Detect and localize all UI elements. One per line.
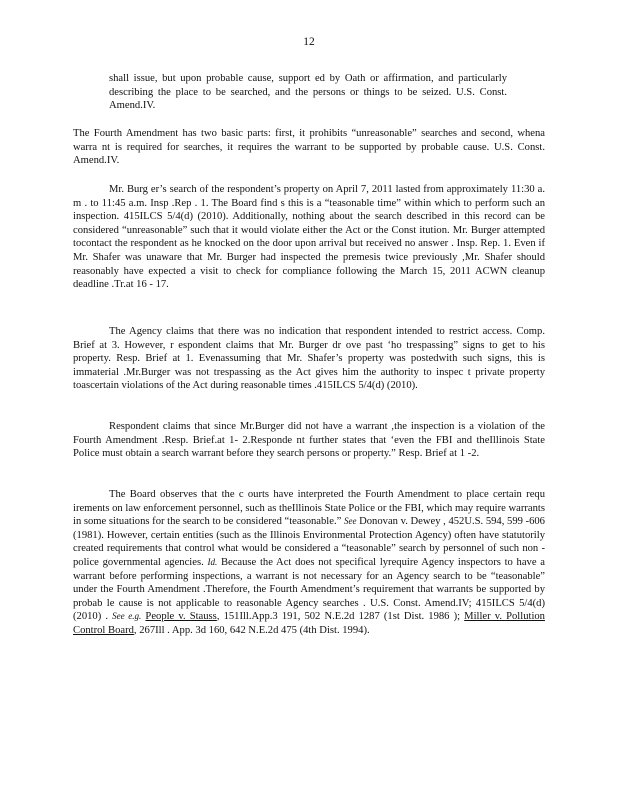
- citation-signal-id: Id.: [207, 556, 218, 567]
- citation-signal-see: See: [343, 516, 357, 527]
- constitution-quote: shall issue, but upon probable cause, support ed by Oath or affirmation, and particularly describing the place to be searched, and the persons or things to be seized. U.S. Const. Amend.IV.: [109, 73, 507, 112]
- paragraph-board-observes: [73, 488, 545, 638]
- paragraph-fourth-amendment: The Fourth Amendment has two basic parts: first, it prohibits “unreasonable” searches and second, whena warra nt is required for searches, it requires the warrant to be supported by probable cause. U.S. Const. Amend.IV.: [73, 128, 545, 167]
- board-observes-text-d: , 151Ill.App.3 191, 502 N.E.2d 1287 (1st Dist. 1986 );: [216, 611, 461, 623]
- paragraph-search-timing: Mr. Burg er’s search of the respondent’s property on April 7, 2011 lasted from approximately 11:30 a. m . to 11:45 a.m. Insp .Rep . 1. The Board find s this is a “teasonable time” within which to perform such an inspection. 415ILCS 5/4(d) (2010). Additionally, nothing about the search described in this record can be considered “unreasonable” such that it would violate either the Act or the Const itution. Mr. Burger attempted tocontact the respondent as he knocked on the door upon arrival but received no answer . Insp. Rep. 1. Even if Mr. Shafer was unaware that Mr. Burger had inspected the premesis twice previously ,Mr. Shafer should reasonably have expected a visit to check for compliance following the March 15, 2011 ACWN cleanup deadline .Tr.at 16 - 17.: [73, 184, 545, 291]
- board-observes-text-b: Donovan v. Dewey , 452U.S. 594, 599 -606 (1981). However, certain entities (such as the Illinois Environmental Protection Agency) often have statutorily created requirements that control what would be considered a “teasonable” search by personnel of such non - police governmental agencies.: [73, 516, 545, 568]
- case-name-miller-v-pcb: Miller v. Pollution Control Board: [73, 611, 545, 636]
- page-number: 12: [303, 36, 315, 48]
- board-observes-text-a: The Board observes that the c ourts have interpreted the Fourth Amendment to place certain requ irements on law enforcement personnel, such as theIllinois State Police or the FBI, which may require warrants in some situations for the search to be considered “teasonable.”: [73, 489, 545, 528]
- paragraph-respondent-claims: Respondent claims that since Mr.Burger did not have a warrant ,the inspection is a violation of the Fourth Amendment .Resp. Brief.at 1- 2.Responde nt further states that ‘even the FBI and theIllinois State Police must obtain a search warrant before they search persons or property.” Resp. Brief at 1 -2.: [73, 421, 545, 460]
- case-name-people-v-stauss: People v. Stauss: [145, 611, 217, 623]
- paragraph-agency-claims: The Agency claims that there was no indication that respondent intended to restrict access. Comp. Brief at 3. However, r espondent claims that Mr. Burger dr ove past ‘ho trespassing” signs to get to his property. Resp. Brief at 1. Evenassuming that Mr. Shafer’s property was postedwith such signs, this is immaterial .Mr.Burger was not trespassing as the Act gives him the authority to inspec t private property toascertain violations of the Act during reasonable times .415ILCS 5/4(d) (2010).: [73, 326, 545, 392]
- citation-signal-see-eg: See e.g.: [112, 611, 142, 622]
- board-observes-text-c: Because the Act does not specifical lyrequire Agency inspectors to have a warrant before performing inspections, a warrant is not necessary for an Agency search to be “teasonable” under the Fourth Amendment .Therefore, the Fourth Amendment’s requirement that warrants be supported by probab le cause is not applicable to reasonable Agency searches . U.S. Const. Amend.IV; 415ILCS 5/4(d) (2010) .: [73, 556, 545, 623]
- board-observes-text-e: , 267Ill . App. 3d 160, 642 N.E.2d 475 (4th Dist. 1994).: [133, 624, 370, 636]
